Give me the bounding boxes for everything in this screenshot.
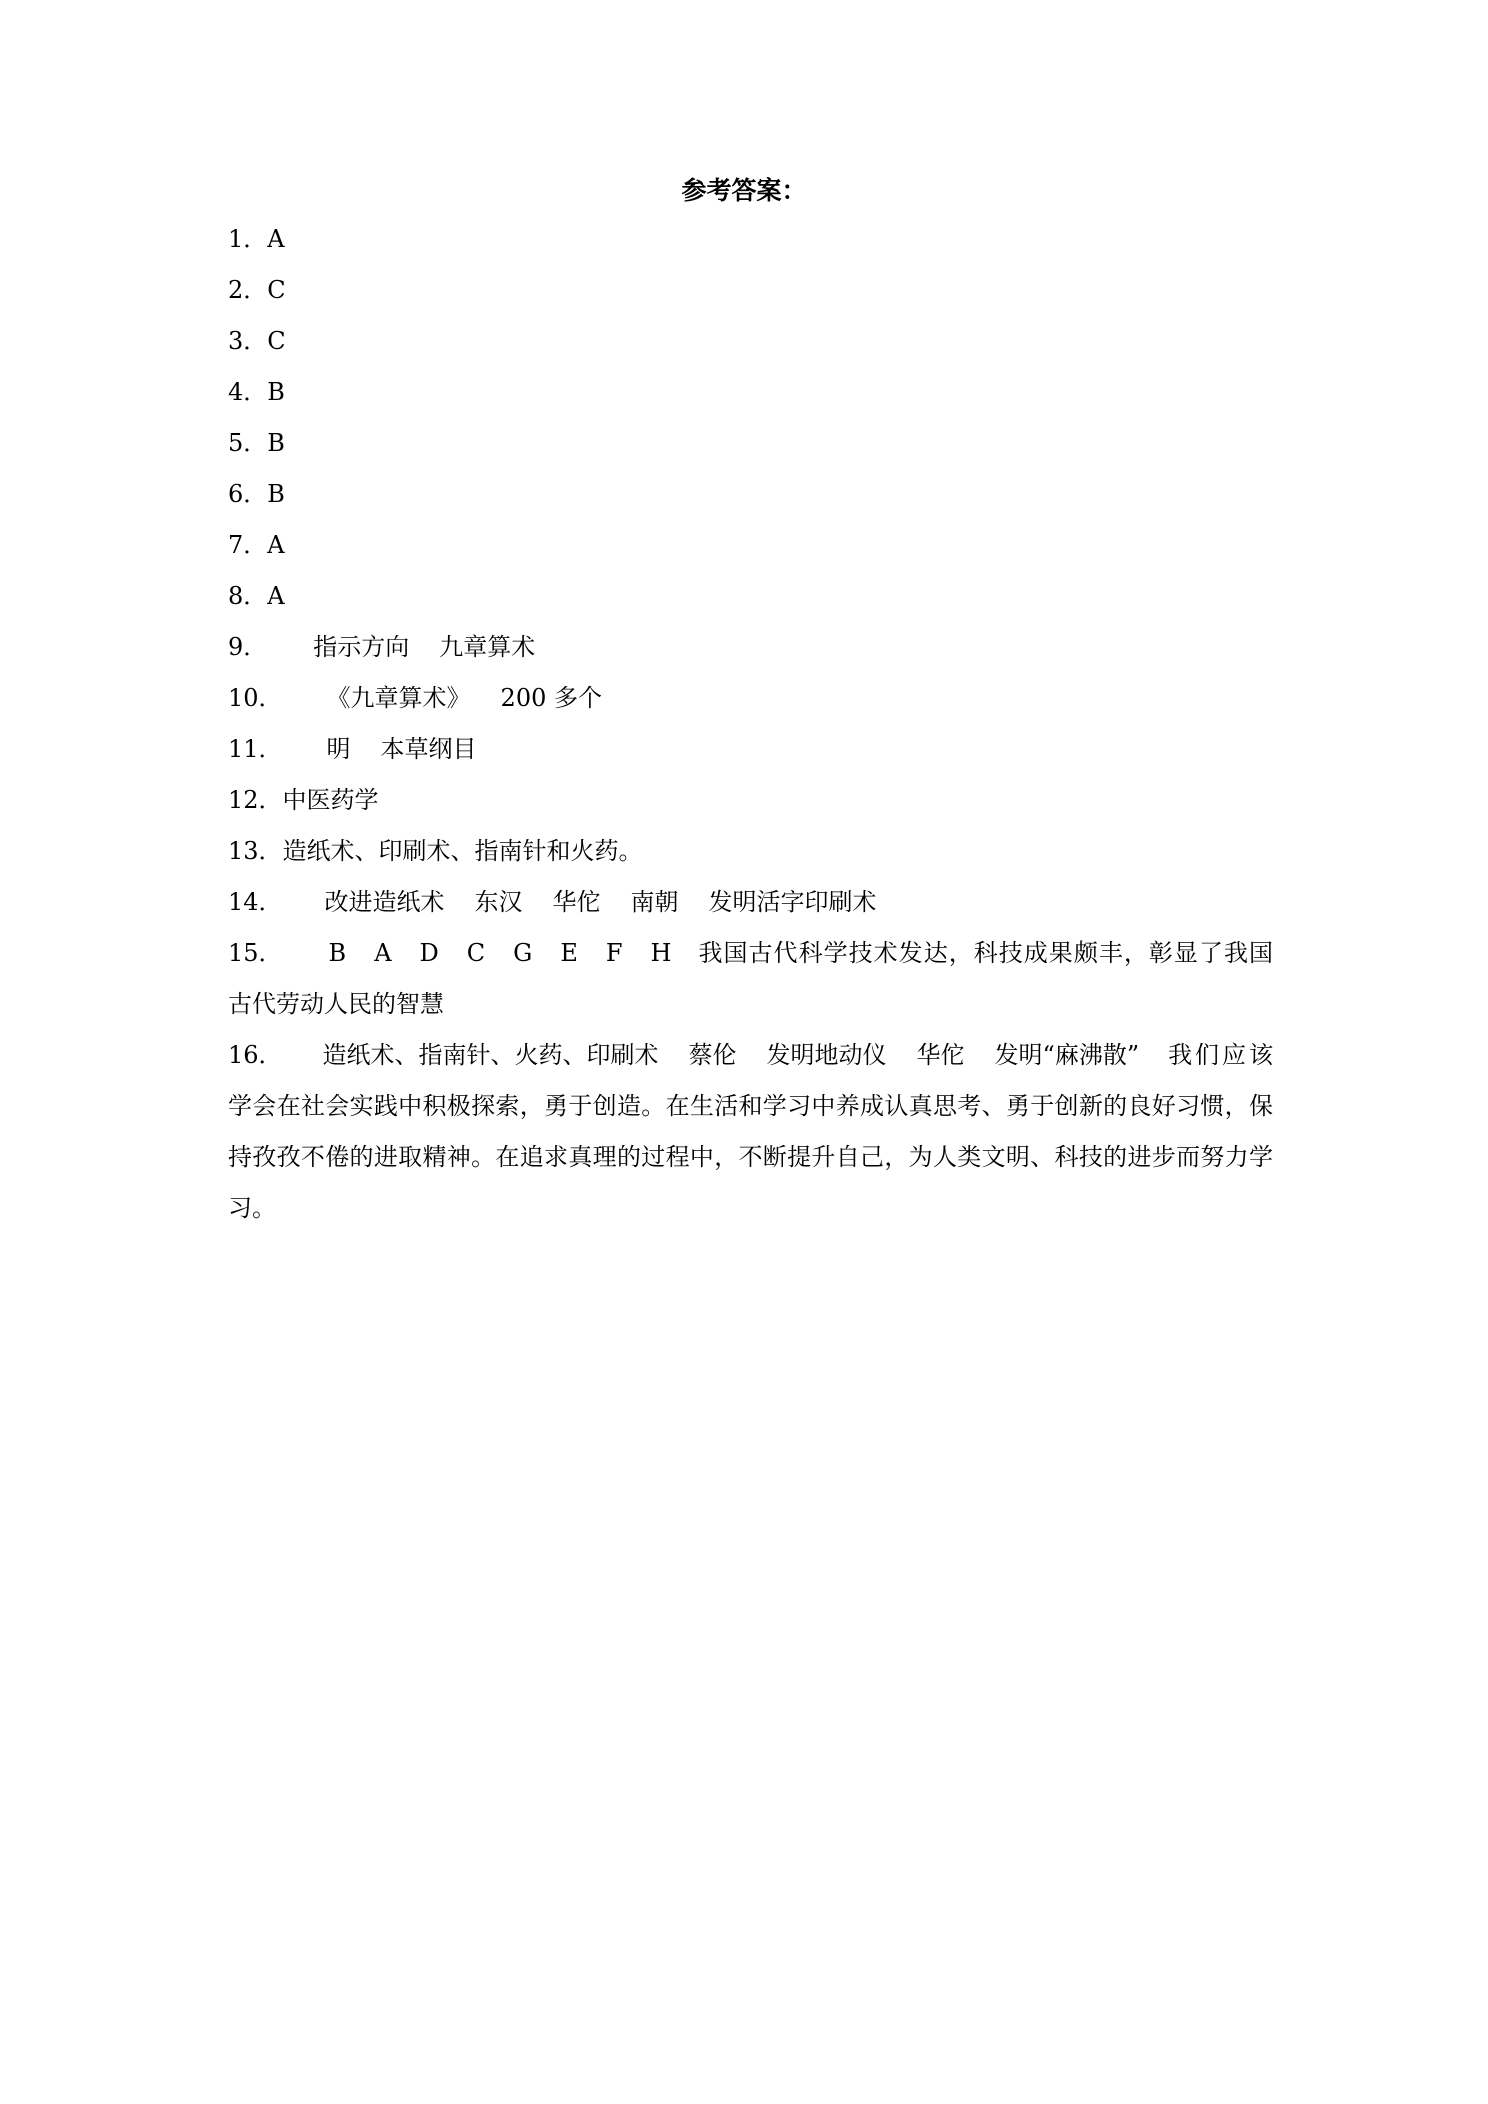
answer-text: A xyxy=(267,531,285,559)
answer-text: E xyxy=(560,939,578,967)
answer-item xyxy=(228,316,1273,367)
answer-item xyxy=(228,520,1273,571)
answer-text: 造纸术、指南针、火药、印刷术 xyxy=(322,1041,659,1069)
answer-item xyxy=(228,265,1273,316)
answer-text: D xyxy=(419,939,439,967)
answer-item xyxy=(228,1030,1273,1234)
answer-item xyxy=(228,469,1273,520)
answer-number: 7． xyxy=(228,531,268,559)
answer-item xyxy=(228,928,1273,1030)
answer-text: A xyxy=(267,225,285,253)
answer-item xyxy=(228,418,1273,469)
answer-number: 8． xyxy=(228,582,268,610)
answer-number: 10． xyxy=(228,684,283,712)
answer-number: 6． xyxy=(228,480,268,508)
answer-item xyxy=(228,826,1273,877)
answer-text: C xyxy=(267,276,286,304)
answer-number: 16． xyxy=(228,1041,283,1069)
answer-number: 12． xyxy=(228,786,283,814)
answer-text: 华佗 xyxy=(916,1041,965,1069)
answer-text: 九章算术 xyxy=(439,633,536,661)
answer-number: 5． xyxy=(228,429,268,457)
answer-number: 9． xyxy=(228,633,268,661)
answer-text: 蔡伦 xyxy=(688,1041,737,1069)
answer-number: 13． xyxy=(228,837,283,865)
answer-list xyxy=(228,214,1273,1234)
answer-item xyxy=(228,775,1273,826)
answer-item xyxy=(228,622,1273,673)
answer-text: 指示方向 xyxy=(313,633,410,661)
answer-text: B xyxy=(267,480,285,508)
answer-number: 4． xyxy=(228,378,268,406)
answer-text: 本草纲目 xyxy=(380,735,477,763)
answer-text: 发明活字印刷术 xyxy=(708,888,877,916)
answer-text: 200 多个 xyxy=(500,684,602,712)
answer-text: 我们应该学会在社会实践中积极探索，勇于创造。在生活和学习中养成认真思考、勇于创新的良好习惯，保持孜孜不倦的进取精神。在追求真理的过程中，不断提升自己，为人类文明、科技的进步而努力学习。 xyxy=(228,1041,1273,1222)
answer-number: 14． xyxy=(228,888,283,916)
answer-item xyxy=(228,877,1273,928)
answer-text: 东汉 xyxy=(474,888,523,916)
page-title: 参考答案： xyxy=(681,176,807,205)
answer-item xyxy=(228,214,1273,265)
answer-text: 造纸术、印刷术、指南针和火药。 xyxy=(282,837,643,865)
answer-text: H xyxy=(650,939,672,967)
answer-number: 15． xyxy=(228,939,283,967)
answer-text: 华佗 xyxy=(552,888,601,916)
answer-text: C xyxy=(267,327,286,355)
answer-text: B xyxy=(328,939,347,967)
answer-text: 发明“麻沸散” xyxy=(994,1041,1140,1069)
answer-item xyxy=(228,724,1273,775)
answer-text: B xyxy=(267,378,285,406)
answer-text: 中医药学 xyxy=(282,786,379,814)
answer-text: 南朝 xyxy=(630,888,679,916)
answer-item xyxy=(228,367,1273,418)
answer-number: 11． xyxy=(228,735,283,763)
answer-text: 改进造纸术 xyxy=(324,888,445,916)
answer-text: 《九章算术》 xyxy=(326,684,471,712)
answer-item xyxy=(228,571,1273,622)
answer-text: 明 xyxy=(326,735,351,763)
answer-text: A xyxy=(267,582,285,610)
answer-number: 3． xyxy=(228,327,268,355)
answer-number: 2． xyxy=(228,276,268,304)
answer-text: 我国古代科学技术发达，科技成果颇丰，彰显了我国古代劳动人民的智慧 xyxy=(228,939,1273,1018)
answer-number: 1． xyxy=(228,225,268,253)
answer-text: C xyxy=(466,939,486,967)
answer-text: A xyxy=(374,939,392,967)
answer-text: F xyxy=(605,939,623,967)
answer-text: G xyxy=(513,939,533,967)
answer-text: B xyxy=(267,429,285,457)
answer-item xyxy=(228,673,1273,724)
answer-text: 发明地动仪 xyxy=(766,1041,887,1069)
